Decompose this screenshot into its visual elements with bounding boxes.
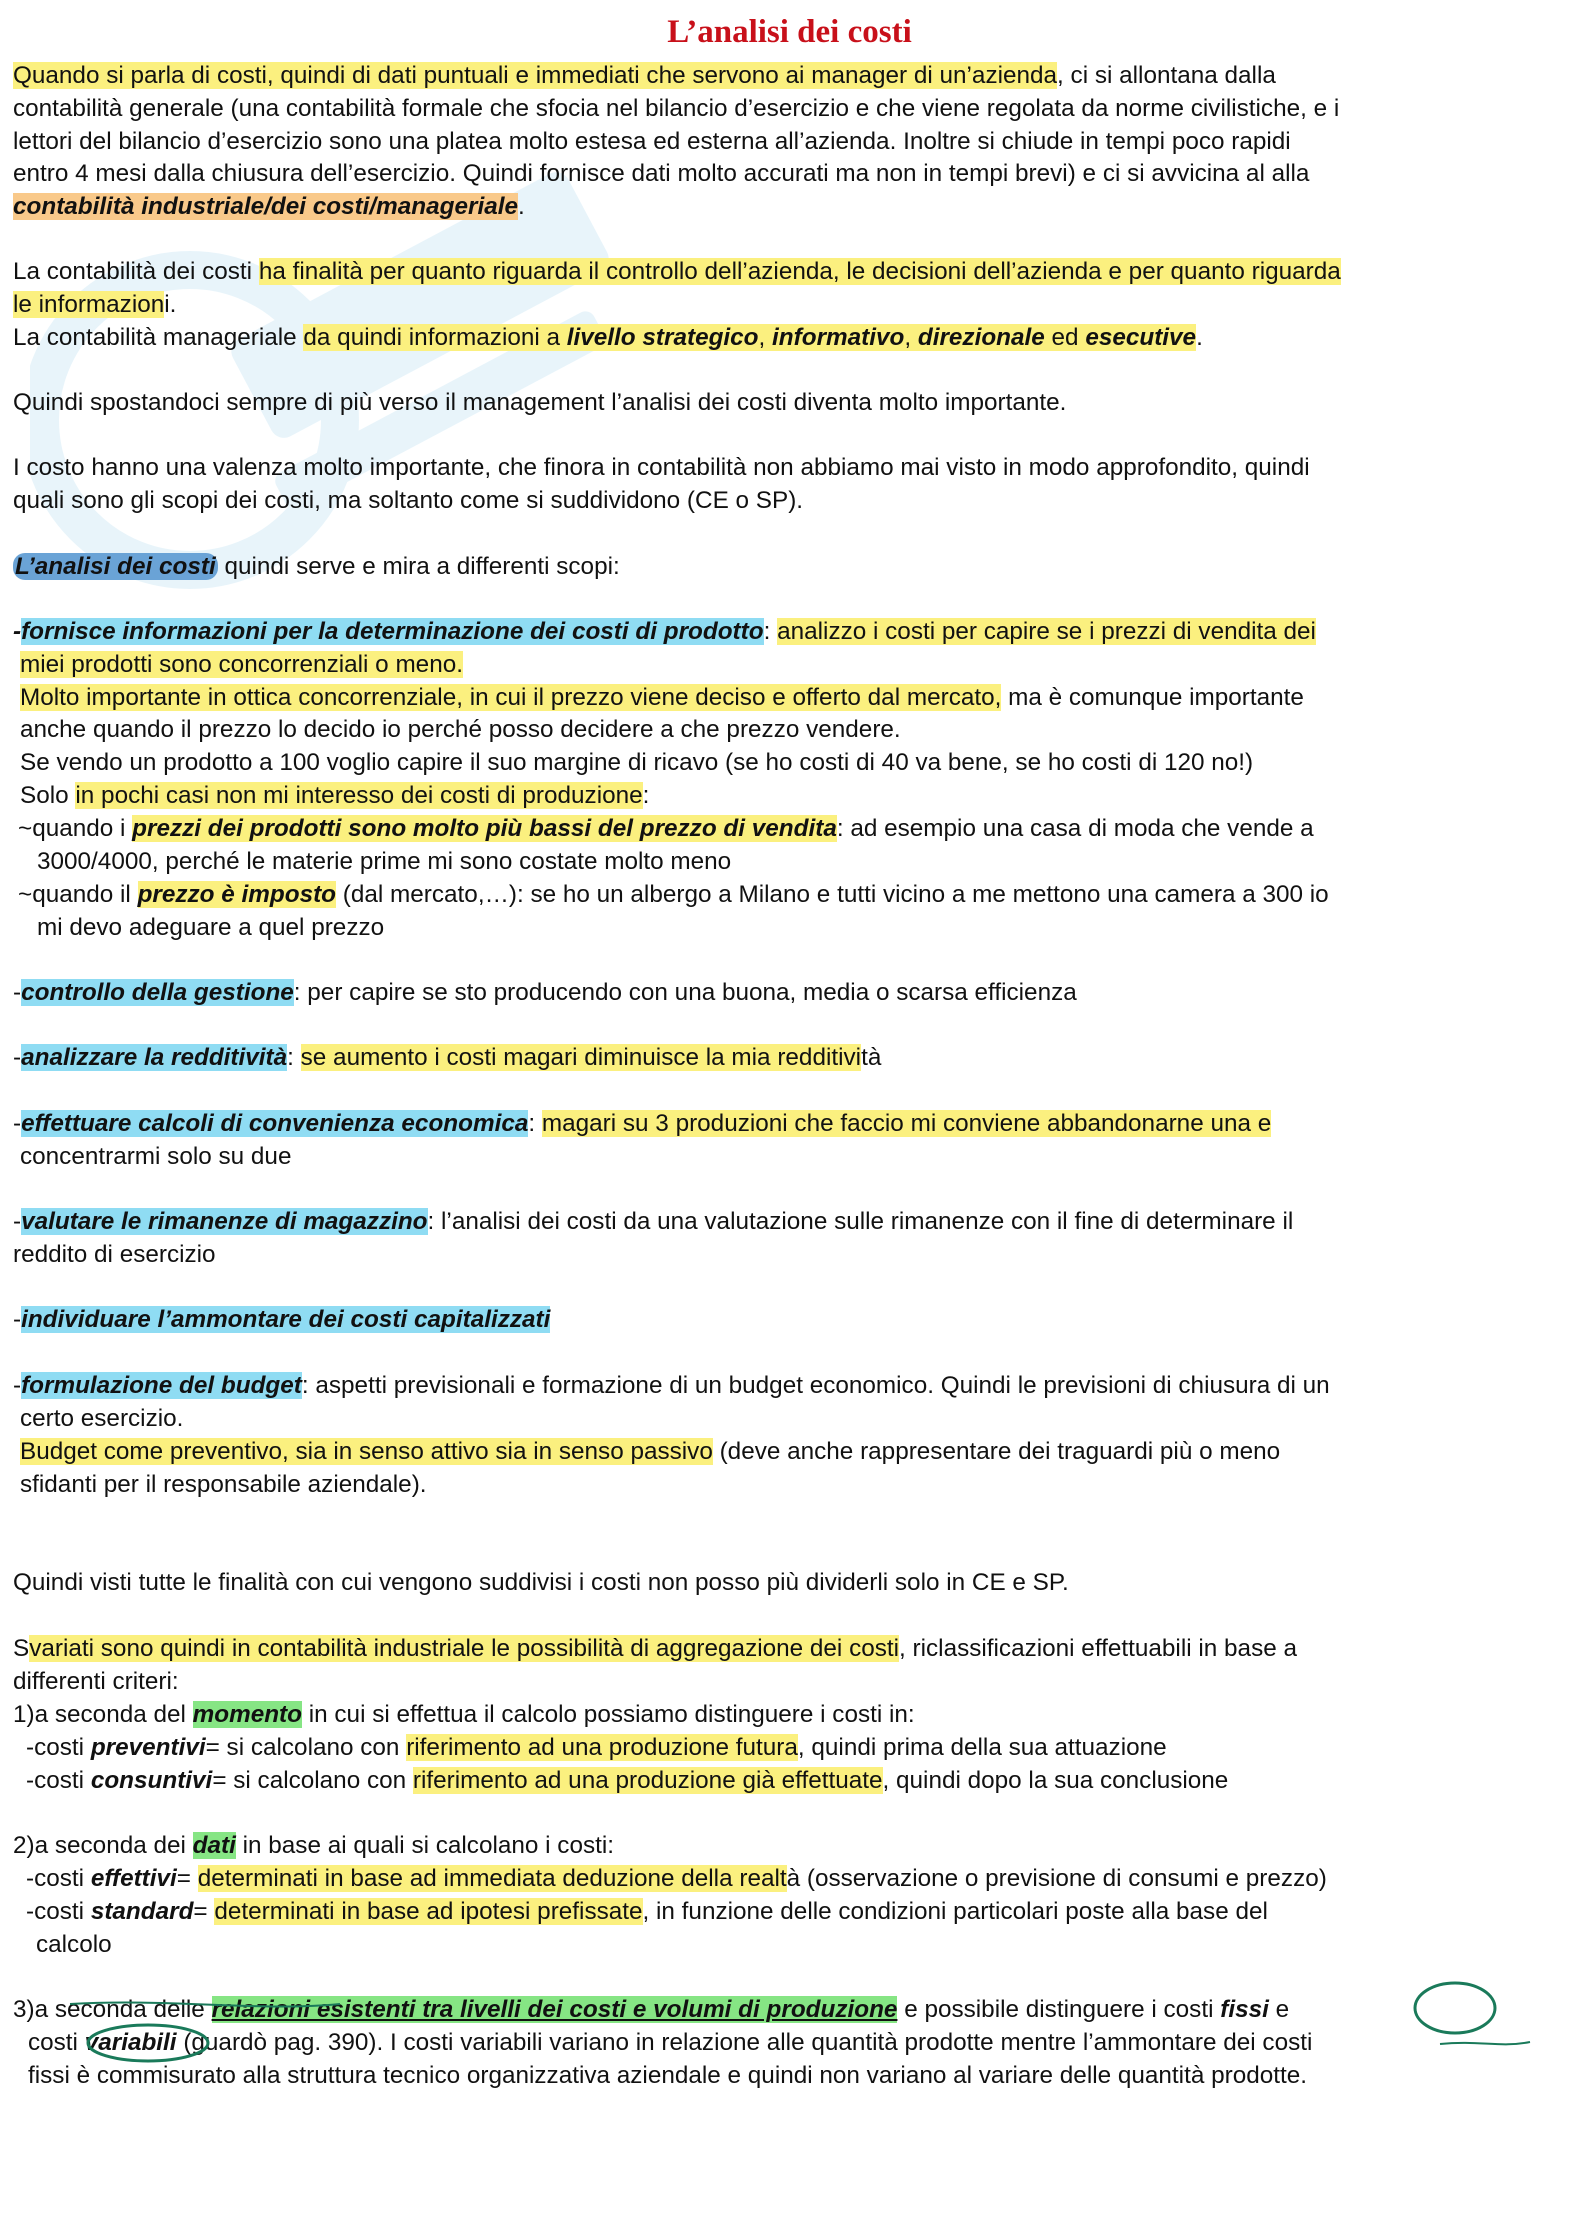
key-term: valutare le rimanenze di magazzino — [21, 1208, 428, 1235]
text: La contabilità manageriale — [13, 324, 304, 351]
paragraph-line: Molto importante in ottica concorrenziale, in cui il prezzo viene deciso e offerto dal mercato, ma è comunque importante — [20, 684, 1304, 711]
highlighted-text: da quindi informazioni a livello strategico, informativo, direzionale ed esecutive — [303, 324, 1197, 351]
text: . — [1196, 324, 1203, 351]
list-item: -fornisce informazioni per la determinazione dei costi di prodotto: analizzo i costi per capire se i prezzi di vendita dei — [13, 618, 1316, 645]
highlighted-text: variati sono quindi in contabilità industriale le possibilità di aggregazione dei costi — [29, 1635, 900, 1662]
key-term: fissi — [1220, 1996, 1269, 2023]
key-term: individuare l’ammontare dei costi capitalizzati — [21, 1306, 551, 1333]
paragraph-line: fissi è commisurato alla struttura tecnico organizzativa aziendale e quindi non variano al variare delle quantità prodotte. — [28, 2062, 1308, 2089]
key-term: fornisce informazioni per la determinazione dei costi di prodotto — [21, 618, 764, 645]
paragraph-line: concentrarmi solo su due — [20, 1143, 292, 1170]
highlighted-text: Molto importante in ottica concorrenziale, in cui il prezzo viene deciso e offerto dal mercato, — [20, 684, 1002, 711]
paragraph-line: mi devo adeguare a quel prezzo — [37, 914, 385, 941]
list-item: -effettuare calcoli di convenienza economica: magari su 3 produzioni che faccio mi conviene abbandonarne una e — [13, 1110, 1272, 1137]
paragraph-line: ~quando i prezzi dei prodotti sono molto più bassi del prezzo di vendita: ad esempio una casa di moda che vende a — [18, 815, 1314, 842]
paragraph-line: Budget come preventivo, sia in senso attivo sia in senso passivo (deve anche rappresentare dei traguardi più o meno — [20, 1438, 1281, 1465]
text: , ci si allontana dalla — [1057, 62, 1276, 89]
paragraph-line: contabilità generale (una contabilità formale che sfocia nel bilancio d’esercizio e che viene regolata da norme civilistiche, e i — [13, 95, 1340, 122]
highlighted-text: riferimento ad una produzione futura — [406, 1734, 798, 1761]
paragraph-line: ~quando il prezzo è imposto (dal mercato,…): se ho un albergo a Milano e tutti vicino a me mettono una camera a 300 io — [18, 881, 1329, 908]
key-term: effettivi — [90, 1865, 177, 1892]
highlighted-text: magari su 3 produzioni che faccio mi conviene abbandonarne una e — [541, 1110, 1272, 1137]
paragraph-line: Svariati sono quindi in contabilità industriale le possibilità di aggregazione dei costi, riclassificazioni effettuabili in base a — [13, 1635, 1297, 1662]
highlighted-text: riferimento ad una produzione già effettuate — [412, 1767, 883, 1794]
key-term: variabili — [84, 2029, 177, 2056]
key-term: consuntivi — [90, 1767, 213, 1794]
key-term: dati — [192, 1832, 236, 1859]
key-term: effettuare calcoli di convenienza economica — [21, 1110, 529, 1137]
key-term: formulazione del budget — [21, 1372, 302, 1399]
paragraph-line: Solo in pochi casi non mi interesso dei costi di produzione: — [20, 782, 650, 809]
paragraph-line: entro 4 mesi dalla chiusura dell’esercizio. Quindi fornisce dati molto accurati ma non in tempi brevi) e ci si avvicina al alla — [13, 160, 1310, 187]
list-item: -formulazione del budget: aspetti previsionali e formazione di un budget economico. Quindi le previsioni di chiusura di un — [13, 1372, 1330, 1399]
list-item: -controllo della gestione: per capire se sto producendo con una buona, media o scarsa efficienza — [13, 979, 1077, 1006]
paragraph-line: lettori del bilancio d’esercizio sono una platea molto estesa ed esterna all’azienda. Inoltre si chiude in tempi poco rapidi — [13, 128, 1291, 155]
text: . — [517, 193, 525, 220]
paragraph-line: differenti criteri: — [13, 1668, 179, 1695]
paragraph-line: -costi effettivi= determinati in base ad immediata deduzione della realtà (osservazione o previsione di consumi e prezzo) — [26, 1865, 1327, 1892]
paragraph-line: 1)a seconda del momento in cui si effettua il calcolo possiamo distinguere i costi in: — [13, 1701, 915, 1728]
circle-annotation-fissi — [1415, 1983, 1495, 2033]
key-term: analizzare la redditività — [21, 1044, 288, 1071]
text: quindi serve e mira a differenti scopi: — [217, 553, 620, 580]
highlighted-text: miei prodotti sono concorrenziali o meno. — [20, 651, 463, 678]
highlighted-text: determinati in base ad immediata deduzione della realt — [197, 1865, 787, 1892]
highlighted-text: Budget come preventivo, sia in senso attivo sia in senso passivo — [20, 1438, 713, 1465]
paragraph-line: 2)a seconda dei dati in base ai quali si calcolano i costi: — [13, 1832, 615, 1859]
paragraph-line: -costi preventivi= si calcolano con riferimento ad una produzione futura, quindi prima della sua attuazione — [26, 1734, 1167, 1761]
strike-annotation — [1440, 2042, 1530, 2044]
paragraph-line: -costi consuntivi= si calcolano con riferimento ad una produzione già effettuate, quindi dopo la sua conclusione — [26, 1767, 1229, 1794]
highlighted-text: Quando si parla di costi, quindi di dati puntuali e immediati che servono ai manager di un’azienda — [13, 62, 1058, 89]
text: La contabilità dei costi — [13, 258, 259, 285]
circle-annotation-variabili — [88, 2025, 208, 2061]
paragraph-line: certo esercizio. — [20, 1405, 184, 1432]
text: i. — [164, 291, 177, 318]
key-term: contabilità industriale/dei costi/manageriale — [13, 193, 518, 220]
key-term: relazioni esistenti tra livelli dei costi e volumi di produzione — [211, 1996, 898, 2023]
key-term: preventivi — [90, 1734, 206, 1761]
key-term: standard — [90, 1898, 194, 1925]
paragraph-line: quali sono gli scopi dei costi, ma soltanto come si suddividono (CE o SP). — [13, 487, 804, 514]
paragraph-line: -costi standard= determinati in base ad ipotesi prefissate, in funzione delle condizioni particolari poste alla base del — [26, 1898, 1268, 1925]
paragraph-line: anche quando il prezzo lo decido io perché posso decidere a che prezzo vendere. — [20, 716, 901, 743]
key-term: prezzo è imposto — [137, 881, 337, 908]
paragraph-line: calcolo — [36, 1931, 112, 1958]
highlighted-text: ha finalità per quanto riguarda il controllo dell’azienda, le decisioni dell’azienda e per quanto riguarda — [258, 258, 1341, 285]
list-item: -analizzare la redditività: se aumento i costi magari diminuisce la mia redditività — [13, 1044, 882, 1071]
highlighted-text: le informazion — [13, 291, 165, 318]
paragraph-line: 3000/4000, perché le materie prime mi sono costate molto meno — [37, 848, 732, 875]
key-term: controllo della gestione — [21, 979, 294, 1006]
page-title: L’analisi dei costi — [667, 14, 912, 50]
paragraph-line: Quindi visti tutte le finalità con cui vengono suddivisi i costi non posso più dividerli solo in CE e SP. — [13, 1569, 1069, 1596]
key-term: prezzi dei prodotti sono molto più bassi del prezzo di vendita — [132, 815, 837, 842]
paragraph-line: Quindi spostandoci sempre di più verso il management l’analisi dei costi diventa molto importante. — [13, 389, 1067, 416]
highlighted-text: analizzo i costi per capire se i prezzi di vendita dei — [777, 618, 1316, 645]
paragraph-line: sfidanti per il responsabile aziendale). — [20, 1471, 427, 1498]
list-item: -valutare le rimanenze di magazzino: l’analisi dei costi da una valutazione sulle rimanenze con il fine di determinare il — [13, 1208, 1294, 1235]
paragraph-line: reddito di esercizio — [13, 1241, 216, 1268]
paragraph-line: costi variabili (guardò pag. 390). I costi variabili variano in relazione alle quantità prodotte mentre l’ammontare dei costi — [28, 2029, 1313, 2056]
strike-annotation — [70, 2002, 340, 2006]
key-term: momento — [192, 1701, 302, 1728]
key-term: L’analisi dei costi — [15, 553, 216, 580]
highlighted-text: in pochi casi non mi interesso dei costi di produzione — [75, 782, 643, 809]
paragraph-line: 3)a seconda delle relazioni esistenti tra livelli dei costi e volumi di produzione e possibile distinguere i costi fissi e — [13, 1996, 1290, 2023]
highlighted-text: se aumento i costi magari diminuisce la mia redditivi — [300, 1044, 862, 1071]
list-item: -individuare l’ammontare dei costi capitalizzati — [13, 1306, 551, 1333]
paragraph-line: I costo hanno una valenza molto importante, che finora in contabilità non abbiamo mai visto in modo approfondito, quindi — [13, 454, 1310, 481]
highlighted-text: determinati in base ad ipotesi prefissate — [214, 1898, 643, 1925]
paragraph-line: Se vendo un prodotto a 100 voglio capire il suo margine di ricavo (se ho costi di 40 va bene, se ho costi di 120 no!) — [20, 749, 1254, 776]
